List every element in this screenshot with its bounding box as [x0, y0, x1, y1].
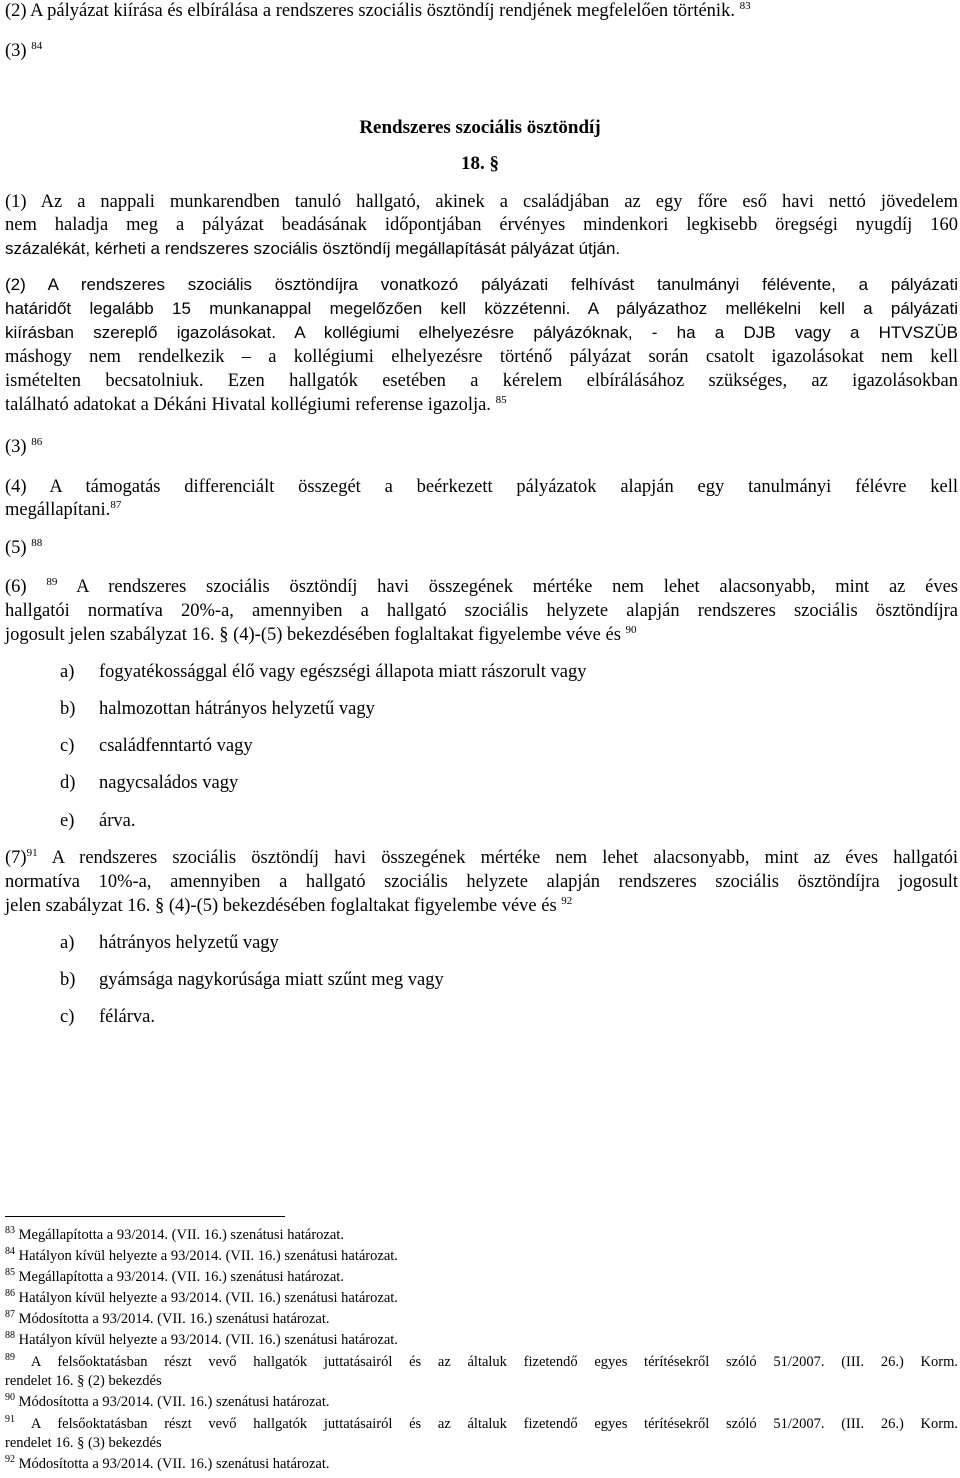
footnote-continuation: rendelet 16. § (2) bekezdés	[5, 1373, 162, 1389]
list-item: d) nagycsaládos vagy	[60, 773, 239, 793]
footnote: $^{85}$ Megállapította a 93/2014. (VII. 16.) szenátusi határozat.	[5, 1267, 344, 1285]
footnote: $^{89}$ A felsőoktatásban részt vevő hallgatók juttatásairól és az általuk fizetendő egyes térítésekről szóló 51/2007. (III. 26.) Korm.	[5, 1352, 958, 1370]
paragraph-4-line-last: megállapítani.$^{87}$	[5, 499, 122, 520]
footnote: $^{90}$ Módosította a 93/2014. (VII. 16.) szenátusi határozat.	[5, 1392, 330, 1410]
list-item: b) gyámsága nagykorúsága miatt szűnt meg vagy	[60, 970, 444, 990]
footnote-ref[interactable]: 92	[561, 895, 573, 907]
paragraph-label: (5)	[5, 538, 27, 558]
paragraph-6-line: hallgatói normatíva 20%-a, amennyiben a hallgató szociális helyzete alapján rendszeres szociális ösztöndíjra	[5, 601, 958, 621]
paragraph-label: (6)	[5, 577, 27, 597]
paragraph-3-intro	[5, 40, 958, 62]
footnote: $^{91}$ A felsőoktatásban részt vevő hallgatók juttatásairól és az általuk fizetendő egyes térítésekről szóló 51/2007. (III. 26.) Korm.	[5, 1414, 958, 1432]
paragraph-label: (3)	[5, 437, 27, 457]
footnote-continuation: rendelet 16. § (3) bekezdés	[5, 1435, 162, 1451]
footnote-ref[interactable]: 88	[31, 537, 43, 549]
list-item: c) félárva.	[60, 1007, 155, 1027]
list-item: c) családfenntartó vagy	[60, 736, 253, 756]
footnote-ref[interactable]: 86	[31, 436, 43, 448]
paragraph-4-line: (4) A támogatás differenciált összegét a beérkezett pályázatok alapján egy tanulmányi félévre kell	[5, 477, 958, 497]
paragraph-6-line-first: (6) $^{89}$ A rendszeres szociális ösztöndíj havi összegének mértéke nem lehet alacsonyabb, mint az éves	[5, 576, 959, 597]
footnote: $^{87}$ Módosította a 93/2014. (VII. 16.) szenátusi határozat.	[5, 1309, 330, 1327]
footnote-ref[interactable]: 83	[739, 0, 751, 12]
paragraph-1-line: (1) Az a nappali munkarendben tanuló hallgató, akinek a családjában az egy főre eső havi nettó jövedelem	[5, 192, 958, 212]
paragraph-2-intro	[5, 0, 958, 22]
paragraph-2-line: határidőt legalább 15 munkanappal megelőzően kell közzétenni. A pályázathoz mellékelni kell a pályázati	[5, 299, 958, 318]
list-item: a) hátrányos helyzetű vagy	[60, 933, 279, 953]
paragraph-7-line-last: jelen szabályzat 16. § (4)-(5) bekezdésében foglaltakat figyelembe véve és $^{92}$	[5, 895, 573, 916]
footnote-ref[interactable]: 89	[46, 576, 58, 588]
paragraph-6-line-last: jogosult jelen szabályzat 16. § (4)-(5) bekezdésében foglaltakat figyelembe véve és $^{90}$	[5, 624, 637, 645]
paragraph-1-line: százalékát, kérheti a rendszeres szociális ösztöndíj megállapítását pályázat útján.	[5, 239, 621, 258]
paragraph-7-line-first: $(7)^{91}$ A rendszeres szociális ösztöndíj havi összegének mértéke nem lehet alacsonyabb, mint az éves hallgatói	[5, 847, 958, 868]
paragraph-2-line-last: található adatokat a Dékáni Hivatal kollégiumi referense igazolja. $^{85}$	[5, 394, 507, 415]
paragraph-2-line: ismételten becsatolniuk. Ezen hallgatók esetében a kérelem elbírálásához szükséges, az igazolásokban	[5, 371, 958, 391]
paragraph-2-line: kiírásban szereplő igazolásokat. A kollégiumi elhelyezésre pályázóknak, - ha a DJB vagy a HTVSZÜB	[5, 323, 958, 342]
footnote: $^{86}$ Hatályon kívül helyezte a 93/2014. (VII. 16.) szenátusi határozat.	[5, 1288, 398, 1306]
paragraph-7-line: normatíva 10%-a, amennyiben a hallgató szociális helyzete alapján rendszeres szociális ösztöndíjra jogosult	[5, 872, 958, 892]
footnote: $^{92}$ Módosította a 93/2014. (VII. 16.) szenátusi határozat.	[5, 1454, 330, 1472]
footnote-ref[interactable]: 91	[26, 847, 38, 859]
footnote-ref[interactable]: 84	[31, 40, 43, 52]
footnote: $^{88}$ Hatályon kívül helyezte a 93/2014. (VII. 16.) szenátusi határozat.	[5, 1330, 398, 1348]
paragraph-label: (3)	[5, 41, 27, 61]
paragraph-1-line: nem haladja meg a pályázat beadásának időpontjában érvényes mindenkori legkisebb öregségi nyugdíj 160	[5, 215, 958, 235]
paragraph-2-line: (2) A rendszeres szociális ösztöndíjra vonatkozó pályázati felhívást tanulmányi félévente, a pályázati	[5, 275, 958, 294]
footnote-separator	[5, 1216, 285, 1217]
paragraph-2-line: máshogy nem rendelkezik – a kollégiumi elhelyezésre történő pályázat során csatolt igazolásokat nem kell	[5, 347, 958, 367]
paragraph-5	[5, 537, 958, 559]
paragraph-text: (2) A pályázat kiírása és elbírálása a rendszeres szociális ösztöndíj rendjének megfelelően történik.	[5, 1, 735, 21]
paragraph-3	[5, 436, 958, 458]
section-title: Rendszeres szociális ösztöndíj	[359, 117, 601, 138]
footnote-ref[interactable]: 87	[110, 499, 122, 511]
list-item: b) halmozottan hátrányos helyzetű vagy	[60, 699, 375, 719]
footnote-ref[interactable]: 90	[625, 624, 637, 636]
list-item: a) fogyatékossággal élő vagy egészségi állapota miatt rászorult vagy	[60, 662, 587, 682]
section-number: 18. §	[461, 153, 499, 174]
footnote-ref[interactable]: 85	[495, 394, 507, 406]
list-item: e) árva.	[60, 811, 136, 831]
paragraph-label: (7)	[5, 848, 27, 868]
footnote: $^{83}$ Megállapította a 93/2014. (VII. 16.) szenátusi határozat.	[5, 1225, 344, 1243]
footnote: $^{84}$ Hatályon kívül helyezte a 93/2014. (VII. 16.) szenátusi határozat.	[5, 1246, 398, 1264]
